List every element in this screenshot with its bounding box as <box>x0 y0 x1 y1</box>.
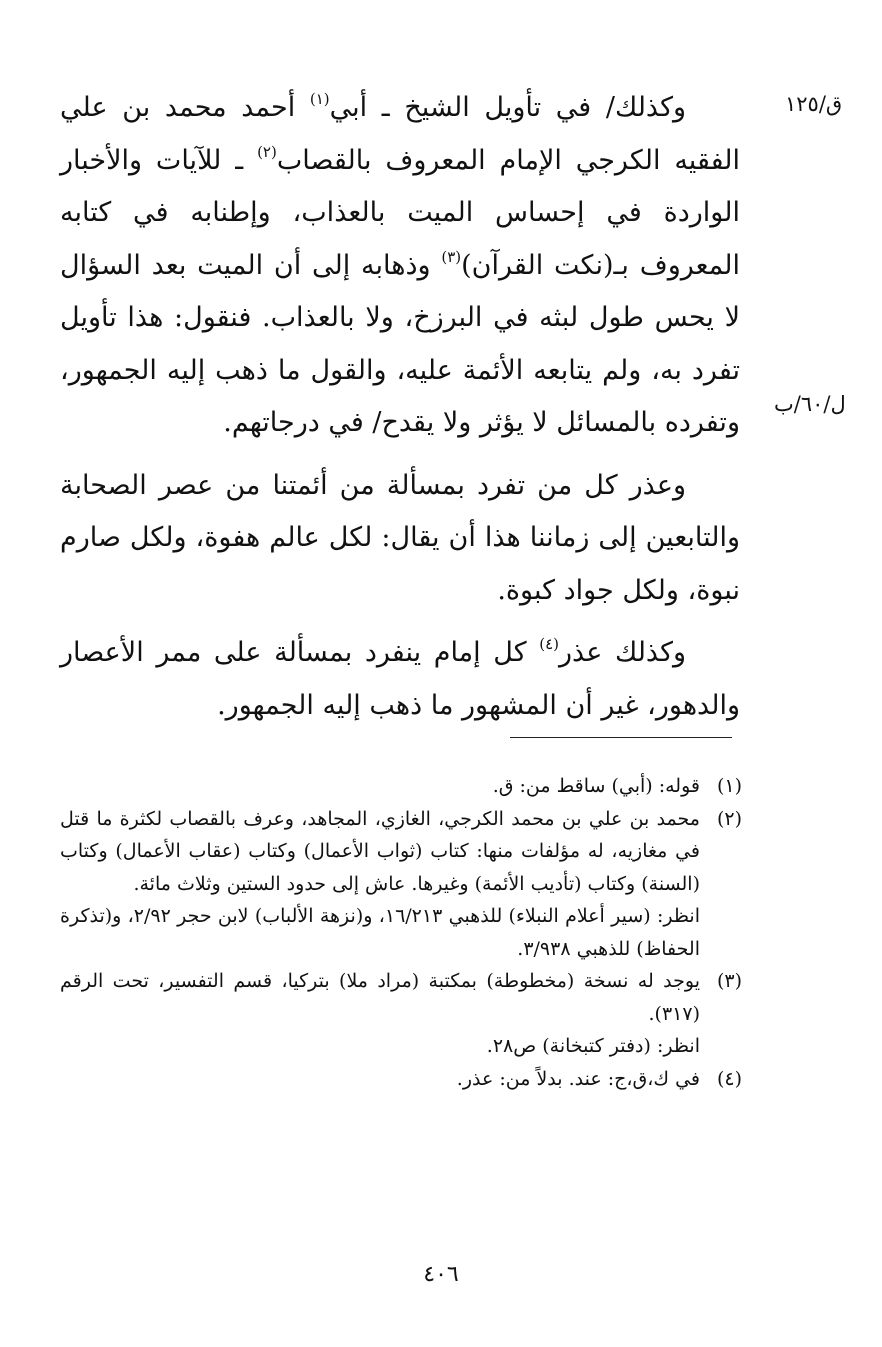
footnote-ref-2[interactable]: (٢) <box>257 142 277 161</box>
footnote-ref-4[interactable]: (٤) <box>539 635 559 653</box>
margin-reference-q125: ق/١٢٥ <box>785 92 843 116</box>
page-number: ٤٠٦ <box>423 1262 459 1287</box>
footnotes <box>60 770 742 1095</box>
footnote-text: يوجد له نسخة (مخطوطة) بمكتبة (مراد ملا) بتركيا، قسم التفسير، تحت الرقم (٣١٧). <box>60 970 700 1025</box>
footnote-2 <box>60 803 742 966</box>
margin-reference-l60b: ل/٦٠/ب <box>774 392 846 416</box>
footnote-separator <box>510 737 732 738</box>
footnote-number: (٢) <box>716 807 742 830</box>
footnote-text: في ك،ق،ج: عند. بدلاً من: عذر. <box>456 1067 700 1090</box>
footnote-text: محمد بن علي بن محمد الكرجي، الغازي، المجاهد، وعرف بالقصاب لكثرة ما قتل في مغازيه، له مؤلفات منها: كتاب (ثواب الأعمال) وكتاب (عقاب الأعمال) وكتاب (السنة) وكتاب (تأديب الأئمة) وغيرها. عاش إلى حدود الستين وثلاث مائة. <box>60 807 700 895</box>
paragraph-2: وعذر كل من تفرد بمسألة من أئمتنا من عصر الصحابة والتابعين إلى زماننا هذا أن يقال: لكل عالم هفوة، ولكل صارم نبوة، ولكل جواد كبوة. <box>60 469 740 606</box>
paragraph-3: وكذلك عذر$^{(٤)}$ كل إمام ينفرد بمسألة على ممر الأعصار والدهور، غير أن المشهور ما ذهب إليه الجمهور. <box>60 635 740 721</box>
footnote-ref-3[interactable]: (٣) <box>441 247 462 266</box>
main-text <box>60 82 740 742</box>
footnote-4 <box>60 1063 742 1096</box>
footnote-1 <box>60 770 742 803</box>
paragraph-1: وكذلك/ في تأويل الشيخ ـ أبي$^{(١)}$ أحمد محمد بن علي الفقيه الكرجي الإمام المعروف بالقصاب$^{(٢)}$ ـ للآيات والأخبار الواردة في إحساس الميت بالعذاب، وإطنابه في كتابه المعروف بـ(نكت القرآن)$^{(٣)}$ وذهابه إلى أن الميت بعد السؤال لا يحس طول لبثه في البرزخ، ولا بالعذاب. فنقول: هذا تأويل تفرد به، ولم يتابعه الأئمة عليه، والقول ما ذهب إليه الجمهور، وتفرده بالمسائل لا يؤثر ولا يقدح/ في درجاتهم. <box>60 90 740 438</box>
footnote-3 <box>60 965 742 1063</box>
footnote-text: انظر: (دفتر كتبخانة) ص٢٨. <box>486 1035 700 1057</box>
footnote-number: (١) <box>716 775 742 797</box>
footnote-text: انظر: (سير أعلام النبلاء) للذهبي ١٦/٢١٣، و(نزهة الألباب) لابن حجر ٢/٩٢، و(تذكرة الحفاظ) للذهبي ٣/٩٣٨. <box>60 905 700 960</box>
footnote-ref-1[interactable]: (١) <box>309 90 330 108</box>
footnote-number: (٣) <box>716 970 742 992</box>
footnote-number: (٤) <box>716 1067 742 1090</box>
footnote-text: قوله: (أبي) ساقط من: ق. <box>492 775 700 797</box>
